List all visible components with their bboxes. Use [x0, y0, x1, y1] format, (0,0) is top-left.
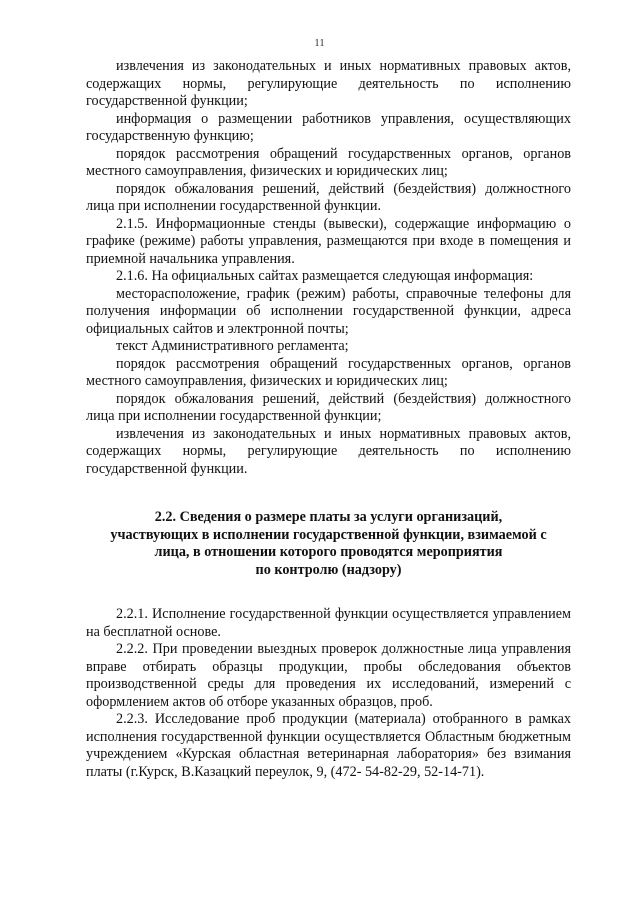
paragraph: текст Административного регламента;: [116, 338, 349, 354]
paragraph: порядок обжалования решений, действий (бездействия) должностного лица при исполнении государственной функции.: [86, 180, 571, 214]
paragraph: месторасположение, график (режим) работы, справочные телефоны для получения информации об исполнении государственной функции, адреса официальных сайтов и электронной почты;: [86, 285, 571, 337]
paragraph: 2.1.6. На официальных сайтах размещается следующая информация:: [116, 268, 534, 284]
paragraph: 2.2.2. При проведении выездных проверок должностные лица управления вправе отбирать образцы продукции, пробы обследования объектов производственной среды для проведения их исследований, измерений с оформлением актов об отборе указанных образцов, проб.: [86, 641, 571, 710]
paragraph: порядок обжалования решений, действий (бездействия) должностного лица при исполнении государственной функции;: [86, 390, 571, 424]
paragraph: порядок рассмотрения обращений государственных органов, органов местного самоуправления, физических и юридических лиц;: [86, 145, 571, 179]
section-heading: [86, 509, 571, 579]
section-heading-line: лица, в отношении которого проводятся мероприятия: [154, 544, 503, 560]
section-heading-line: по контролю (надзору): [255, 561, 402, 578]
section-heading-line: участвующих в исполнении государственной функции, взимаемой с: [110, 526, 547, 543]
paragraph: 2.2.3. Исследование проб продукции (материала) отобранного в рамках исполнения государственной функции осуществляется Областным бюджетным учреждением «Курская областная ветеринарная лаборатория» без взимания платы (г.Курск, В.Казацкий переулок, 9, (472- 54-82-29, 52-14-71).: [86, 711, 571, 780]
page-number: 11: [314, 37, 325, 49]
paragraph: 2.1.5. Информационные стенды (вывески), содержащие информацию о графике (режиме) работы управления, размещаются при входе в помещения и приемной начальника управления.: [86, 215, 571, 267]
paragraph: информация о размещении работников управления, осуществляющих государственную функцию;: [86, 110, 571, 144]
paragraph: порядок рассмотрения обращений государственных органов, органов местного самоуправления, физических и юридических лиц;: [86, 355, 571, 389]
paragraph: извлечения из законодательных и иных нормативных правовых актов, содержащих нормы, регулирующие деятельность по исполнению государственной функции;: [86, 58, 571, 109]
paragraph: извлечения из законодательных и иных нормативных правовых актов, содержащих нормы, регулирующие деятельность по исполнению государственной функции.: [86, 425, 571, 477]
document-body: [86, 58, 571, 781]
paragraph: 2.2.1. Исполнение государственной функции осуществляется управлением на бесплатной основе.: [86, 606, 571, 640]
section-heading-line: 2.2. Сведения о размере платы за услуги организаций,: [154, 509, 503, 525]
